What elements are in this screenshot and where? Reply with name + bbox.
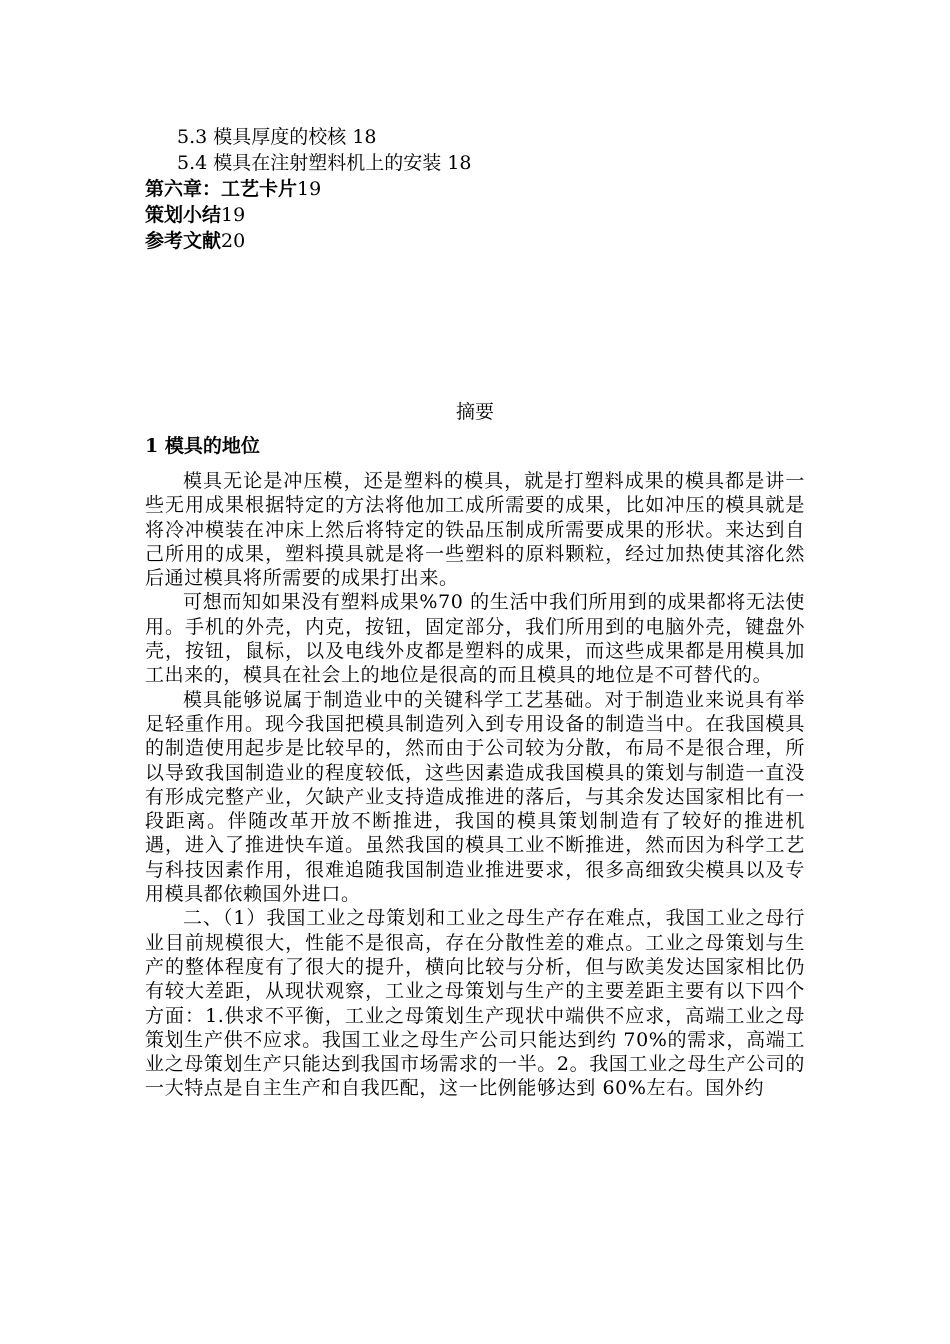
toc-entry[interactable]	[145, 202, 805, 228]
toc-entry-page: 18	[352, 126, 377, 148]
toc-entry[interactable]	[145, 124, 805, 150]
toc-entry-title: 参考文献	[145, 230, 222, 252]
toc-entry[interactable]	[145, 228, 805, 254]
toc-entry[interactable]	[145, 150, 805, 176]
toc-entry-page: 19	[297, 178, 322, 200]
toc-entry-page: 19	[221, 204, 246, 226]
toc-entry-page: 20	[221, 230, 246, 252]
toc-entry-title: 5.3 模具厚度的校核	[177, 126, 347, 148]
body-paragraph: 模具无论是冲压模，还是塑料的模具，就是打塑料成果的模具都是讲一些无用成果根据特定的方法将他加工成所需要的成果，比如冲压的模具就是将冷冲模装在冲床上然后将特定的铁品压制成所需要成果的形状。来达到自己所用的成果，塑料摸具就是将一些塑料的原料颗粒，经过加热使其溶化然后通过模具将所需要的成果打出来。	[145, 470, 805, 590]
body-paragraph: 可想而知如果没有塑料成果%70 的生活中我们所用到的成果都将无法使用。手机的外壳，内克，按钮，固定部分，我们所用到的电脑外壳，键盘外壳，按钮，鼠标，以及电线外皮都是塑料的成果，而这些成果都是用模具加工出来的，模具在社会上的地位是很高的而且模具的地位是不可替代的。	[145, 591, 805, 687]
toc-entry-title: 5.4 模具在注射塑料机上的安装	[177, 152, 442, 174]
toc-entry-title: 第六章：工艺卡片	[145, 178, 298, 200]
abstract-title: 摘要	[455, 401, 494, 423]
section-heading: 1 模具的地位	[145, 435, 260, 457]
toc-entry-page: 18	[447, 152, 472, 174]
toc-entry[interactable]	[145, 176, 805, 202]
toc-entry-title: 策划小结	[145, 204, 222, 226]
body-paragraph: 二、（1）我国工业之母策划和工业之母生产存在难点，我国工业之母行业目前规模很大，性能不是很高，存在分散性差的难点。工业之母策划与生产的整体程度有了很大的提升，横向比较与分析，但与欧美发达国家相比仍有较大差距，从现状观察，工业之母策划与生产的主要差距主要有以下四个方面：1.供求不平衡，工业之母策划生产现状中端供不应求，高端工业之母策划生产供不应求。我国工业之母生产公司只能达到约 70%的需求，高端工业之母策划生产只能达到我国市场需求的一半。2。我国工业之母生产公司的一大特点是自主生产和自我匹配，这一比例能够达到 60%左右。国外约	[145, 907, 805, 1100]
table-of-contents	[145, 124, 805, 254]
body-paragraph: 模具能够说属于制造业中的关键科学工艺基础。对于制造业来说具有举足轻重作用。现今我国把模具制造列入到专用设备的制造当中。在我国模具的制造使用起步是比较早的，然而由于公司较为分散，布局不是很合理，所以导致我国制造业的程度较低，这些因素造成我国模具的策划与制造一直没有形成完整产业，欠缺产业支持造成推进的落后，与其余发达国家相比有一段距离。伴随改革开放不断推进，我国的模具策划制造有了较好的推进机遇，进入了推进快车道。虽然我国的模具工业不断推进，然而因为科学工艺与科技因素作用，很难追随我国制造业推进要求，很多高细致尖模具以及专用模具都依赖国外进口。	[145, 688, 805, 906]
abstract-body	[145, 469, 805, 1101]
